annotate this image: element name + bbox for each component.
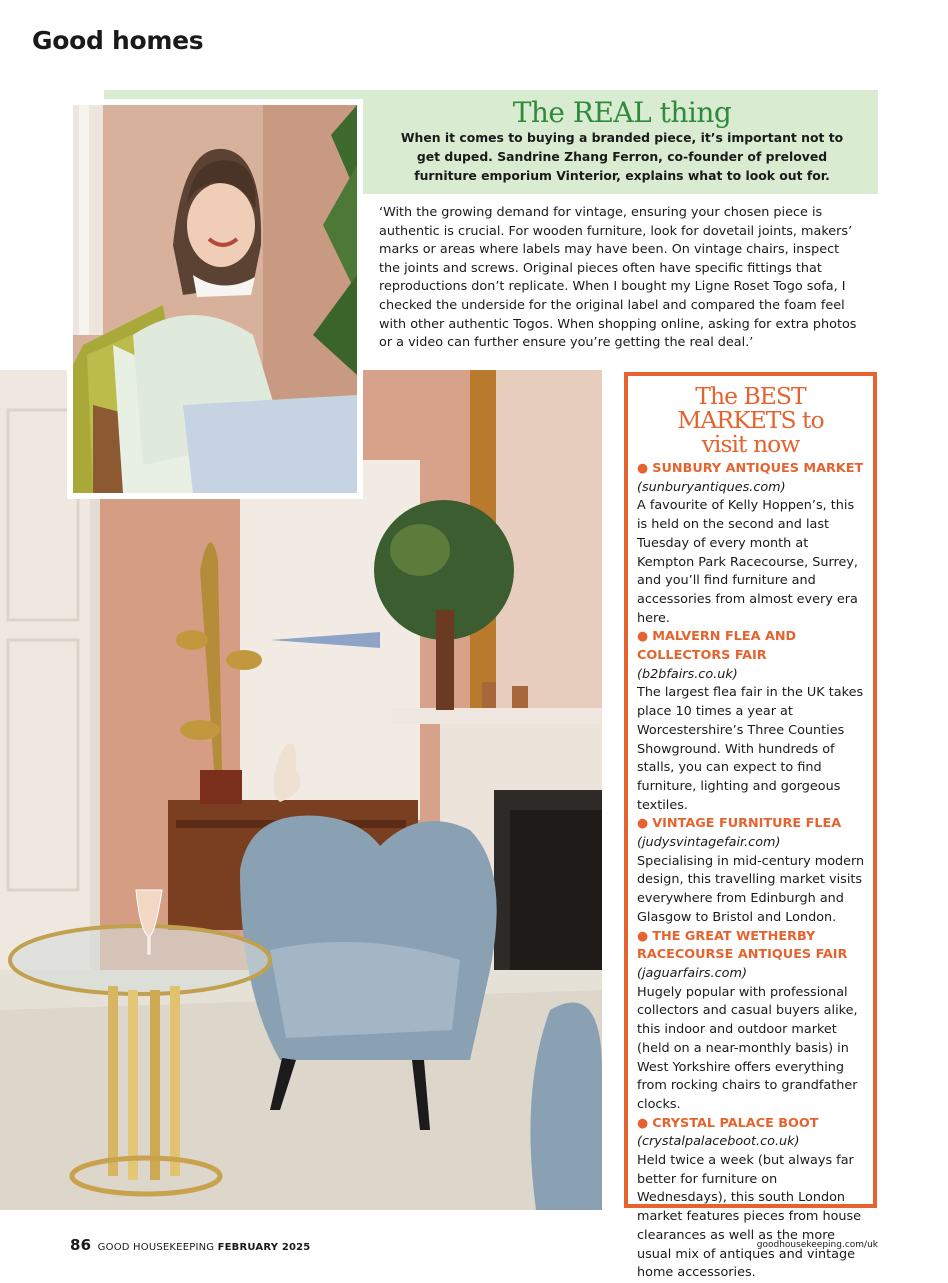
market-item-sunbury xyxy=(637,460,865,628)
market-name: CRYSTAL PALACE BOOT xyxy=(652,1115,819,1131)
market-description: The largest flea fair in the UK takes place 10 times a year at Worcestershire’s Three Counties Showground. With hundreds of stalls, you can expect to find furniture, lighting and gorgeous textiles. xyxy=(637,685,864,813)
market-bullet: ● xyxy=(637,1115,649,1131)
market-name: SUNBURY ANTIQUES MARKET xyxy=(652,461,864,476)
market-url: (b2bfairs.co.uk) xyxy=(637,666,738,682)
footer-website: goodhousekeeping.com/uk xyxy=(756,1240,878,1250)
market-url: (sunburyantiques.com) xyxy=(637,479,786,495)
market-url: (jaguarfairs.com) xyxy=(637,965,747,981)
portrait-illustration xyxy=(73,105,357,493)
market-url: (judysvintagefair.com) xyxy=(637,835,781,851)
section-title: Good homes xyxy=(32,26,204,55)
market-description: Held twice a week (but always far better for furniture on Wednesdays), this south London market features pieces from house clearances as well as the more usual mix of antiques and vintage home accessories. xyxy=(637,1153,862,1281)
market-bullet: ● xyxy=(637,816,649,832)
page-folio xyxy=(70,1236,310,1254)
magazine-name: GOOD HOUSEKEEPING xyxy=(97,1242,215,1253)
real-thing-standfirst: When it comes to buying a branded piece, it’s important not to get duped. Sandrine Zhang Ferron, co-founder of preloved furniture emporium Vinterior, explains what to look out for. xyxy=(400,130,844,183)
market-bullet: ● xyxy=(637,461,649,476)
best-markets-title xyxy=(628,384,873,456)
market-item-crystal-palace xyxy=(637,1115,865,1283)
market-url: (crystalpalaceboot.co.uk) xyxy=(637,1134,800,1150)
best-markets-title-line-2: MARKETS to xyxy=(677,406,824,434)
page-number: 86 xyxy=(70,1236,92,1254)
market-item-wetherby xyxy=(637,928,865,1115)
real-thing-quote: ‘With the growing demand for vintage, ensuring your chosen piece is authentic is crucial. For wooden furniture, look for dovetail joints, makers’ marks or areas where labels may have been. On vintage chairs, inspect the joints and screws. Original pieces often have specific fittings that reproductions don’t replicate. When I bought my Ligne Roset Togo sofa, I checked the underside for the original label and compared the foam feel with other authentic Togos. When shopping online, asking for extra photos or a video can further ensure you’re getting the real deal.’ xyxy=(379,205,857,351)
market-bullet: ● xyxy=(637,928,649,944)
market-item-malvern xyxy=(637,628,865,815)
real-thing-title: The REAL thing xyxy=(512,96,732,129)
market-list xyxy=(628,456,873,1283)
issue-date: FEBRUARY 2025 xyxy=(217,1242,311,1253)
market-description: Hugely popular with professional collectors and casual buyers alike, this indoor and outdoor market (held on a near-monthly basis) in West Yorkshire offers everything from rocking chairs to grandfather clocks. xyxy=(637,984,858,1112)
best-markets-title-line-3: visit now xyxy=(701,430,800,458)
market-description: Specialising in mid-century modern design, this travelling market visits everywhere from Edinburgh and Glasgow to Bristol and London. xyxy=(637,853,865,925)
market-name: VINTAGE FURNITURE FLEA xyxy=(652,816,842,832)
portrait-photo xyxy=(67,99,363,499)
best-markets-title-line-1: The BEST xyxy=(695,382,806,410)
market-item-vintage-furniture-flea xyxy=(637,815,865,927)
market-description: A favourite of Kelly Hoppen’s, this is held on the second and last Tuesday of every month at Kempton Park Racecourse, Surrey, and you’ll find furniture and accessories from almost every era here. xyxy=(637,498,859,626)
market-name: THE GREAT WETHERBY RACECOURSE ANTIQUES FAIR xyxy=(637,928,848,963)
market-bullet: ● xyxy=(637,629,649,645)
market-name: MALVERN FLEA AND COLLECTORS FAIR xyxy=(637,629,797,664)
